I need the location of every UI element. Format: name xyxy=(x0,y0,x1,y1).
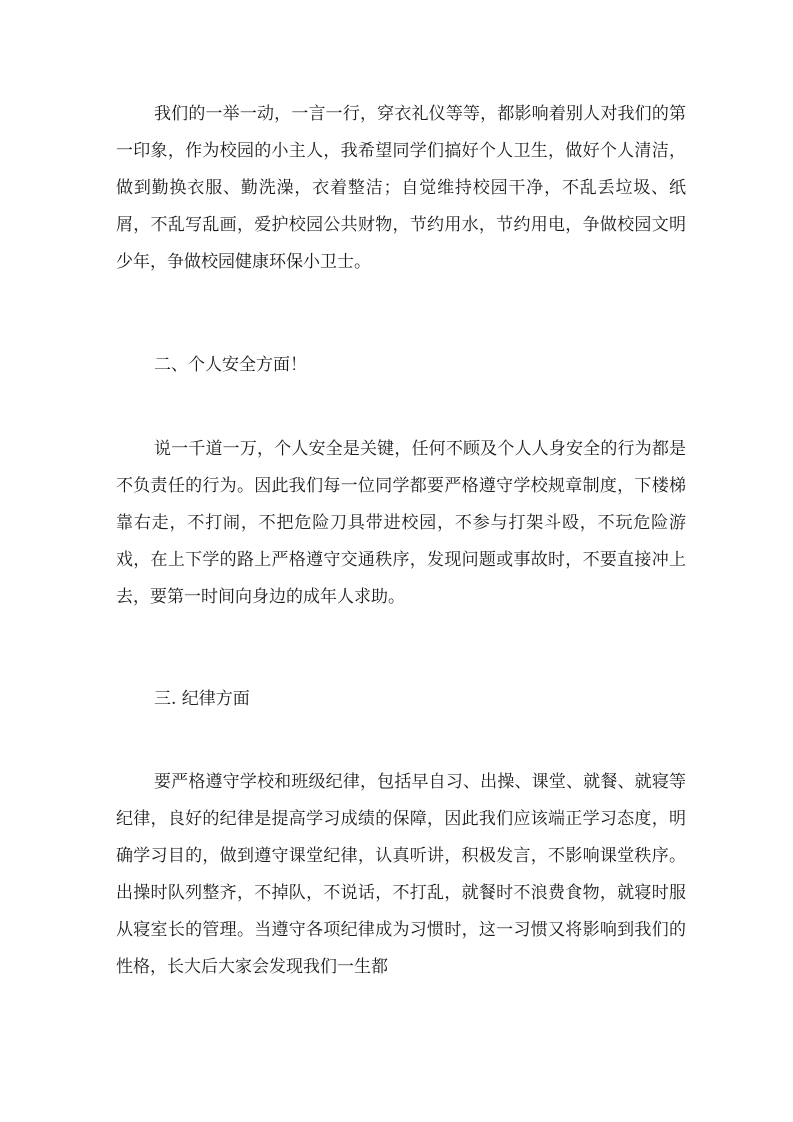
paragraph-discipline: 要严格遵守学校和班级纪律，包括早自习、出操、课堂、就餐、就寝等纪律，良好的纪律是提高学习成绩的保障，因此我们应该端正学习态度，明确学习目的，做到遵守课堂纪律，认真听讲，积极发言，不影响课堂秩序。出操时队列整齐，不掉队，不说话，不打乱，就餐时不浪费食物，就寝时服从寝室长的管理。当遵守各项纪律成为习惯时，这一习惯又将影响到我们的性格，长大后大家会发现我们一生都 xyxy=(116,772,686,977)
paragraph-safety: 说一千道一万，个人安全是关键，任何不顾及个人人身安全的行为都是不负责任的行为。因此我们每一位同学都要严格遵守学校规章制度，下楼梯靠右走，不打闹，不把危险刀具带进校园，不参与打架斗殴，不玩危险游戏，在上下学的路上严格遵守交通秩序，发现问题或事故时，不要直接冲上去，要第一时间向身边的成年人求助。 xyxy=(116,439,686,607)
section-heading-discipline: 三. 纪律方面 xyxy=(154,689,250,709)
section-heading-safety: 二、个人安全方面！ xyxy=(154,355,307,375)
paragraph-hygiene: 我们的一举一动，一言一行，穿衣礼仪等等，都影响着别人对我们的第一印象，作为校园的小主人，我希望同学们搞好个人卫生，做好个人清洁，做到勤换衣服、勤洗澡，衣着整洁；自觉维持校园干净，不乱丢垃圾、纸屑，不乱写乱画，爱护校园公共财物，节约用水，节约用电，争做校园文明少年，争做校园健康环保小卫士。 xyxy=(116,104,686,272)
